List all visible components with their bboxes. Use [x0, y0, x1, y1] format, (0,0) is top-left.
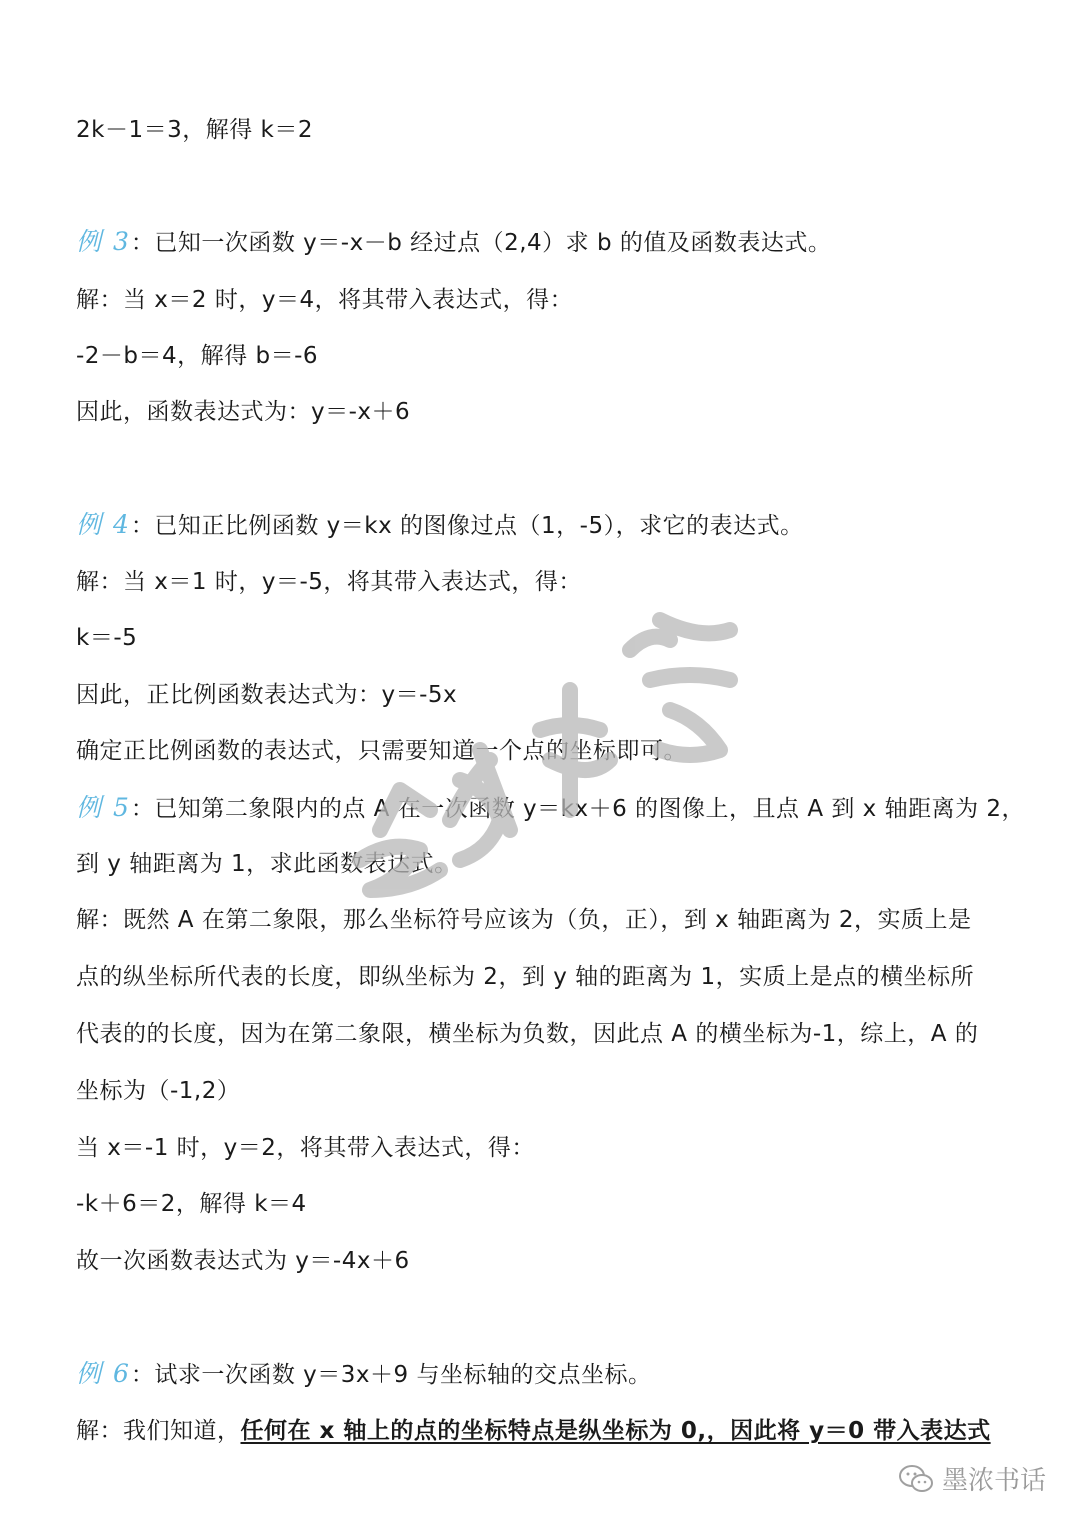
text-line: 代表的的长度，因为在第二象限，横坐标为负数，因此点 A 的横坐标为-1，综上，A 的 [76, 1021, 979, 1047]
text-line: 当 x＝-1 时，y＝2，将其带入表达式，得： [76, 1135, 535, 1161]
text-line: 解：当 x＝1 时，y＝-5，将其带入表达式，得： [76, 569, 582, 595]
brand-name: 墨浓书话 [941, 1466, 1046, 1496]
emphasized-text: 任何在 x 轴上的点的坐标特点是纵坐标为 0,，因此将 y＝0 带入表达式 [240, 1418, 991, 1444]
example-question: ：试求一次函数 y＝3x＋9 与坐标轴的交点坐标。 [130, 1362, 652, 1388]
text-prefix: 解：我们知道， [76, 1418, 241, 1444]
example-question: ：已知第二象限内的点 A 在一次函数 y＝kx＋6 的图像上，且点 A 到 x 轴距离为 2， [130, 796, 1026, 822]
example-4-heading [76, 509, 804, 542]
example-question: ：已知正比例函数 y＝kx 的图像过点（1，-5），求它的表达式。 [130, 513, 804, 539]
text-line: 解：当 x＝2 时，y＝4，将其带入表达式，得： [76, 287, 574, 313]
text-line: 2k－1＝3，解得 k＝2 [76, 117, 313, 143]
example-6-heading [76, 1358, 651, 1391]
example-5-heading [76, 792, 1025, 825]
account-brand [898, 1460, 1046, 1497]
example-label: 例 4 [76, 510, 131, 539]
text-line: -k＋6＝2，解得 k＝4 [76, 1191, 307, 1217]
example-question: ：已知一次函数 y＝-x－b 经过点（2,4）求 b 的值及函数表达式。 [130, 230, 832, 256]
text-line: 解：既然 A 在第二象限，那么坐标符号应该为（负，正），到 x 轴距离为 2，实质上是 [76, 907, 972, 933]
text-line: 到 y 轴距离为 1，求此函数表达式。 [76, 851, 458, 877]
example-label: 例 6 [76, 1359, 131, 1388]
text-line: 因此，函数表达式为：y＝-x＋6 [76, 399, 411, 425]
example-label: 例 5 [76, 793, 131, 822]
wechat-icon [898, 1464, 934, 1494]
text-line: -2－b＝4，解得 b＝-6 [76, 343, 319, 369]
example-3-heading [76, 226, 831, 259]
text-line: 点的纵坐标所代表的长度，即纵坐标为 2，到 y 轴的距离为 1，实质上是点的横坐标所 [76, 964, 975, 990]
example-label: 例 3 [76, 227, 131, 256]
text-line: 坐标为（-1,2） [76, 1078, 241, 1104]
text-line: 确定正比例函数的表达式，只需要知道一个点的坐标即可。 [76, 738, 687, 764]
text-line: 因此，正比例函数表达式为：y＝-5x [76, 682, 458, 708]
text-line [76, 1415, 991, 1447]
text-line: 故一次函数表达式为 y＝-4x＋6 [76, 1248, 410, 1274]
text-line: k＝-5 [76, 625, 138, 651]
